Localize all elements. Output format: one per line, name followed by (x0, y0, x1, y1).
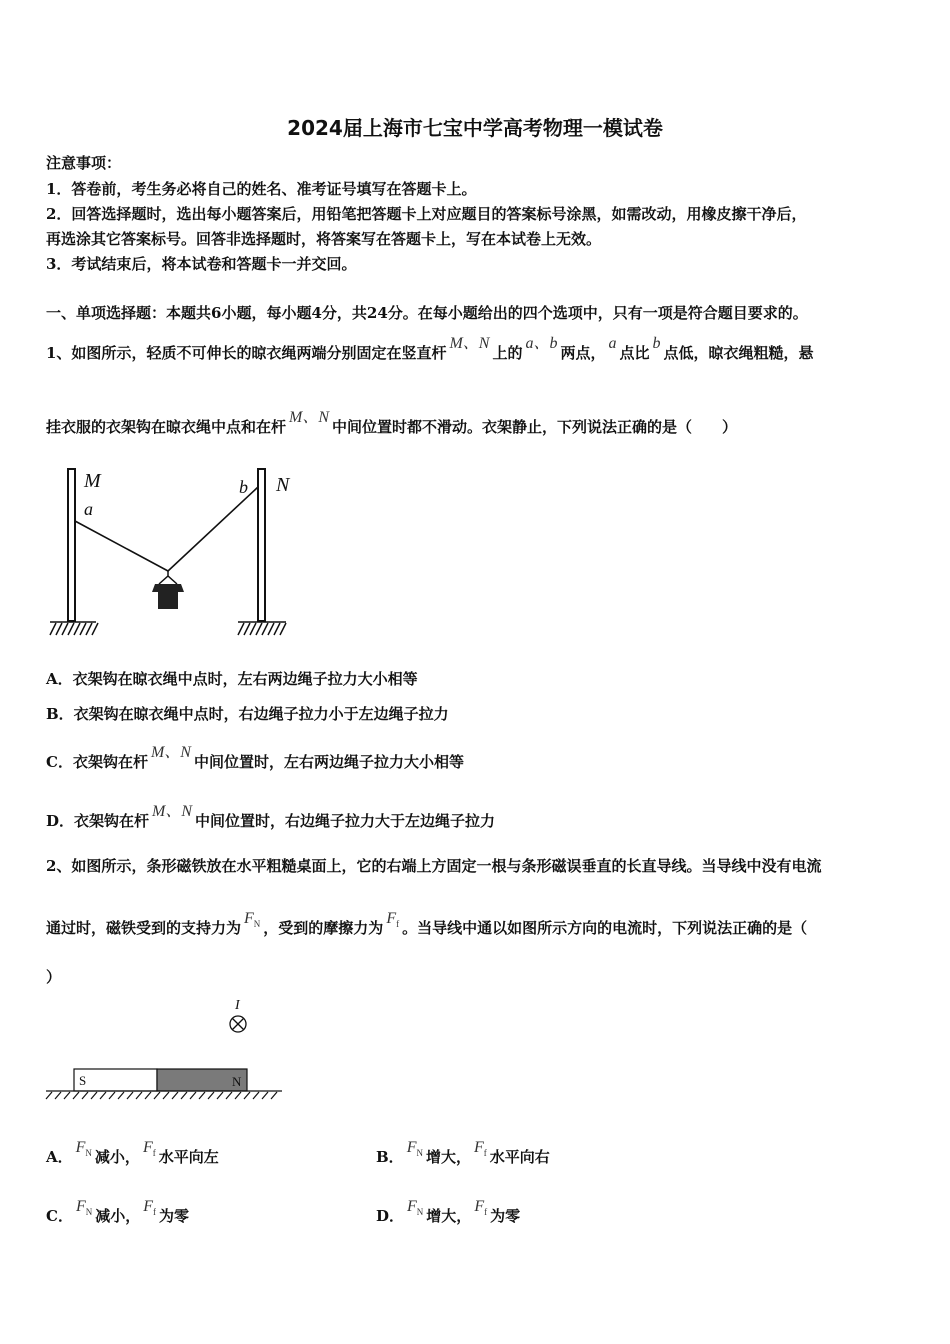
q1-option-b[interactable]: B．衣架钩在晾衣绳中点时，右边绳子拉力小于左边绳子拉力 (46, 705, 449, 723)
clothesline (75, 487, 258, 571)
left-pole (68, 469, 75, 621)
q2-line2: 通过时，磁铁受到的支持力为$F_N$ ，受到的摩擦力为$F_f$ 。当导线中通以如图所示方向的电流时，下列说法正确的是（ (46, 910, 808, 937)
magnet-s: S (79, 1073, 87, 1088)
label-N: N (276, 474, 290, 496)
q2-option-c[interactable]: C．$F_N$ 减小，$F_f$ 为零 (46, 1198, 190, 1225)
notice-heading: 注意事项： (46, 154, 122, 172)
table-surface (46, 1091, 282, 1099)
ground-hatch (50, 622, 286, 635)
q2-option-a[interactable]: A．$F_N$ 减小，$F_f$ 水平向左 (46, 1139, 219, 1166)
q1-option-c[interactable]: C．衣架钩在杆M、N中间位置时，左右两边绳子拉力大小相等 (46, 744, 464, 771)
q2-option-b[interactable]: B．$F_N$ 增大，$F_f$ 水平向右 (376, 1139, 550, 1166)
q2-line1: 2、如图所示，条形磁铁放在水平粗糙桌面上，它的右端上方固定一根与条形磁误垂直的长直导线。当导线中没有电流 (46, 857, 822, 875)
bar-magnet (74, 1069, 247, 1091)
label-M: M (84, 470, 101, 492)
q1-option-d[interactable]: D．衣架钩在杆M、N中间位置时，右边绳子拉力大于左边绳子拉力 (46, 803, 496, 830)
q1-line2: 挂衣服的衣架钩在晾衣绳中点和在杆M、N中间位置时都不滑动。衣架静止，下列说法正确的是（ ） (46, 409, 738, 436)
current-label: I (235, 998, 240, 1013)
right-pole (258, 469, 265, 621)
magnet-n: N (232, 1074, 242, 1089)
notice-item: 1．答卷前，考生务必将自己的姓名、准考证号填写在答题卡上。 (46, 180, 477, 198)
q1-line1: 1、如图所示，轻质不可伸长的晾衣绳两端分别固定在竖直杆M、N上的a、b两点，a点比b点低，晾衣绳粗糙，悬 (46, 335, 814, 362)
label-a: a (84, 499, 93, 519)
mn-label: M、N (449, 335, 490, 352)
section-heading: 一、单项选择题：本题共6小题，每小题4分，共24分。在每小题给出的四个选项中，只有一项是符合题目要求的。 (46, 304, 808, 322)
q2-line3: ） (46, 968, 62, 986)
hanger-and-shirt (152, 571, 184, 609)
page-title: 2024届上海市七宝中学高考物理一模试卷 (287, 116, 663, 140)
ab-label: a、b (525, 335, 558, 352)
q2-figure (46, 995, 286, 1105)
notice-item: 3．考试结束后，将本试卷和答题卡一并交回。 (46, 255, 357, 273)
label-b: b (239, 477, 248, 497)
q1-option-a[interactable]: A．衣架钩在晾衣绳中点时，左右两边绳子拉力大小相等 (46, 670, 418, 688)
q2-option-d[interactable]: D．$F_N$ 增大，$F_f$ 为零 (376, 1198, 521, 1225)
notice-item: 再选涂其它答案标号。回答非选择题时，将答案写在答题卡上，写在本试卷上无效。 (46, 230, 602, 248)
q1-figure (46, 465, 306, 650)
notice-item: 2．回答选择题时，选出每小题答案后，用铅笔把答题卡上对应题目的答案标号涂黑，如需改动，用橡皮擦干净后， (46, 205, 807, 223)
current-into-page-icon (230, 1016, 246, 1032)
